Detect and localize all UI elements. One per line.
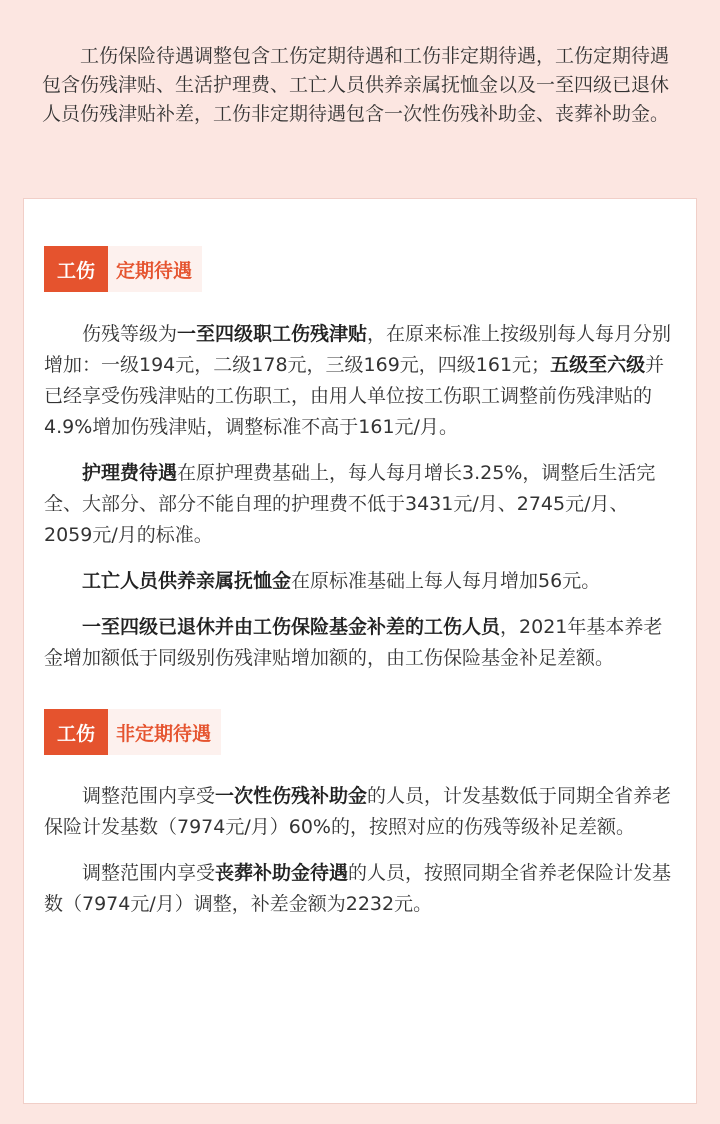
bold-term: 一至四级已退休并由工伤保险基金补差的工伤人员 bbox=[82, 616, 501, 638]
section-title: 定期待遇 bbox=[108, 246, 202, 292]
text-run: 调整范围内享受 bbox=[82, 862, 216, 884]
section-title: 非定期待遇 bbox=[108, 709, 221, 755]
text-run: ，2021年基本养老金增加额低于同级别伤残津贴增加额的，由工伤保险基金补足差额。 bbox=[44, 616, 663, 669]
bold-term: 丧葬补助金待遇 bbox=[215, 862, 349, 884]
text-run: 调整范围内享受 bbox=[82, 785, 216, 807]
bold-term: 工亡人员供养亲属抚恤金 bbox=[82, 570, 292, 592]
disability-allowance-paragraph bbox=[44, 319, 676, 443]
content-card bbox=[23, 198, 697, 1104]
retired-subsidy-paragraph bbox=[44, 612, 676, 674]
section-tag: 工伤 bbox=[44, 246, 108, 292]
funeral-subsidy-paragraph bbox=[44, 858, 676, 920]
bold-term: 五级至六级 bbox=[550, 354, 646, 376]
bold-term: 护理费待遇 bbox=[82, 462, 178, 484]
text-run: 并已经享受伤残津贴的工伤职工，由用人单位按工伤职工调整前伤残津贴的4.9%增加伤残津贴，调整标准不高于161元/月。 bbox=[44, 354, 665, 438]
text-run: 的人员，按照同期全省养老保险计发基数（7974元/月）调整，补差金额为2232元。 bbox=[44, 862, 672, 915]
section-tag: 工伤 bbox=[44, 709, 108, 755]
text-run: 的人员，计发基数低于同期全省养老保险计发基数（7974元/月）60%的，按照对应的伤残等级补足差额。 bbox=[44, 785, 672, 838]
lump-sum-subsidy-paragraph bbox=[44, 781, 676, 843]
bold-term: 一次性伤残补助金 bbox=[215, 785, 368, 807]
text-run: ，在原来标准上按级别每人每月分别增加：一级194元，二级178元，三级169元，四级161元； bbox=[44, 323, 672, 376]
text-run: 在原护理费基础上，每人每月增长3.25%，调整后生活完全、大部分、部分不能自理的护理费不低于3431元/月、2745元/月、2059元/月的标准。 bbox=[44, 462, 656, 546]
pension-relatives-paragraph bbox=[44, 566, 676, 597]
bottom-strip bbox=[0, 1108, 720, 1124]
section-header-periodic bbox=[44, 246, 676, 292]
bold-term: 一至四级职工伤残津贴 bbox=[177, 323, 368, 345]
text-run: 伤残等级为 bbox=[82, 323, 178, 345]
intro-paragraph: 工伤保险待遇调整包含工伤定期待遇和工伤非定期待遇，工伤定期待遇包含伤残津贴、生活护理费、工亡人员供养亲属抚恤金以及一至四级已退休人员伤残津贴补差，工伤非定期待遇包含一次性伤残补助金、丧葬补助金。 bbox=[42, 45, 670, 125]
section-header-non-periodic bbox=[44, 709, 676, 755]
text-run: 在原标准基础上每人每月增加56元。 bbox=[291, 570, 601, 592]
nursing-fee-paragraph bbox=[44, 458, 676, 551]
